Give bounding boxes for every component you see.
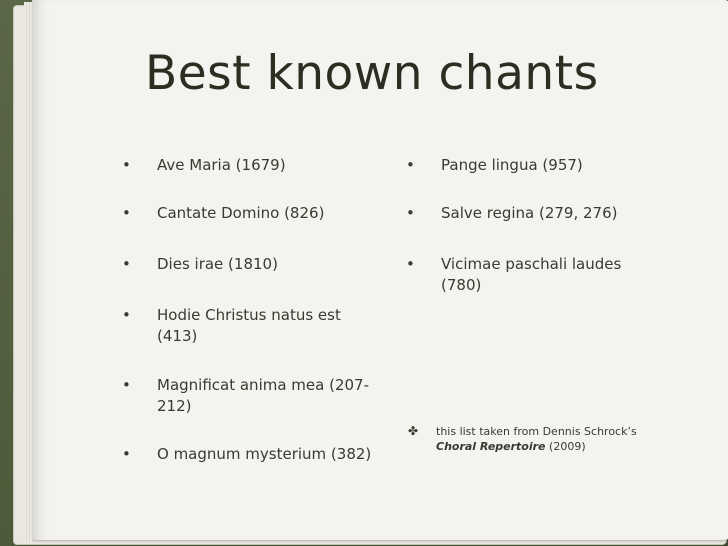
list-item (406, 203, 656, 224)
fleuron-icon: ✤ (408, 424, 419, 438)
source-note-suffix: (2009) (545, 440, 586, 453)
chant-label: Hodie Christus natus est (413) (157, 306, 341, 345)
chant-label: Ave Maria (1679) (157, 156, 286, 174)
list-item (122, 375, 377, 417)
source-note (406, 424, 656, 454)
source-book-title: Choral Repertoire (436, 440, 546, 453)
list-item (122, 155, 377, 176)
source-note-prefix: this list taken from Dennis Schrock’s (436, 425, 637, 438)
bullet-icon: • (122, 204, 131, 222)
bullet-icon: • (122, 445, 131, 463)
bullet-icon: • (406, 255, 415, 273)
bullet-icon: • (122, 156, 131, 174)
list-item (122, 305, 377, 347)
bullet-icon: • (122, 255, 131, 273)
slide-title: Best known chants (145, 46, 599, 101)
list-item (122, 254, 377, 275)
list-item (406, 155, 656, 176)
chant-label: Salve regina (279, 276) (441, 204, 618, 222)
chant-label: Cantate Domino (826) (157, 204, 325, 222)
bullet-icon: • (406, 204, 415, 222)
chant-label: Pange lingua (957) (441, 156, 583, 174)
chant-label: Dies irae (1810) (157, 255, 278, 273)
list-item (122, 203, 377, 224)
bullet-icon: • (122, 306, 131, 324)
list-item (122, 444, 377, 465)
chant-label: O magnum mysterium (382) (157, 445, 372, 463)
chant-label: Magnificat anima mea (207-212) (157, 376, 369, 415)
bullet-icon: • (122, 376, 131, 394)
list-item (406, 254, 656, 296)
bullet-icon: • (406, 156, 415, 174)
source-note-text (436, 424, 656, 454)
chant-label: Vicimae paschali laudes (780) (441, 255, 622, 294)
